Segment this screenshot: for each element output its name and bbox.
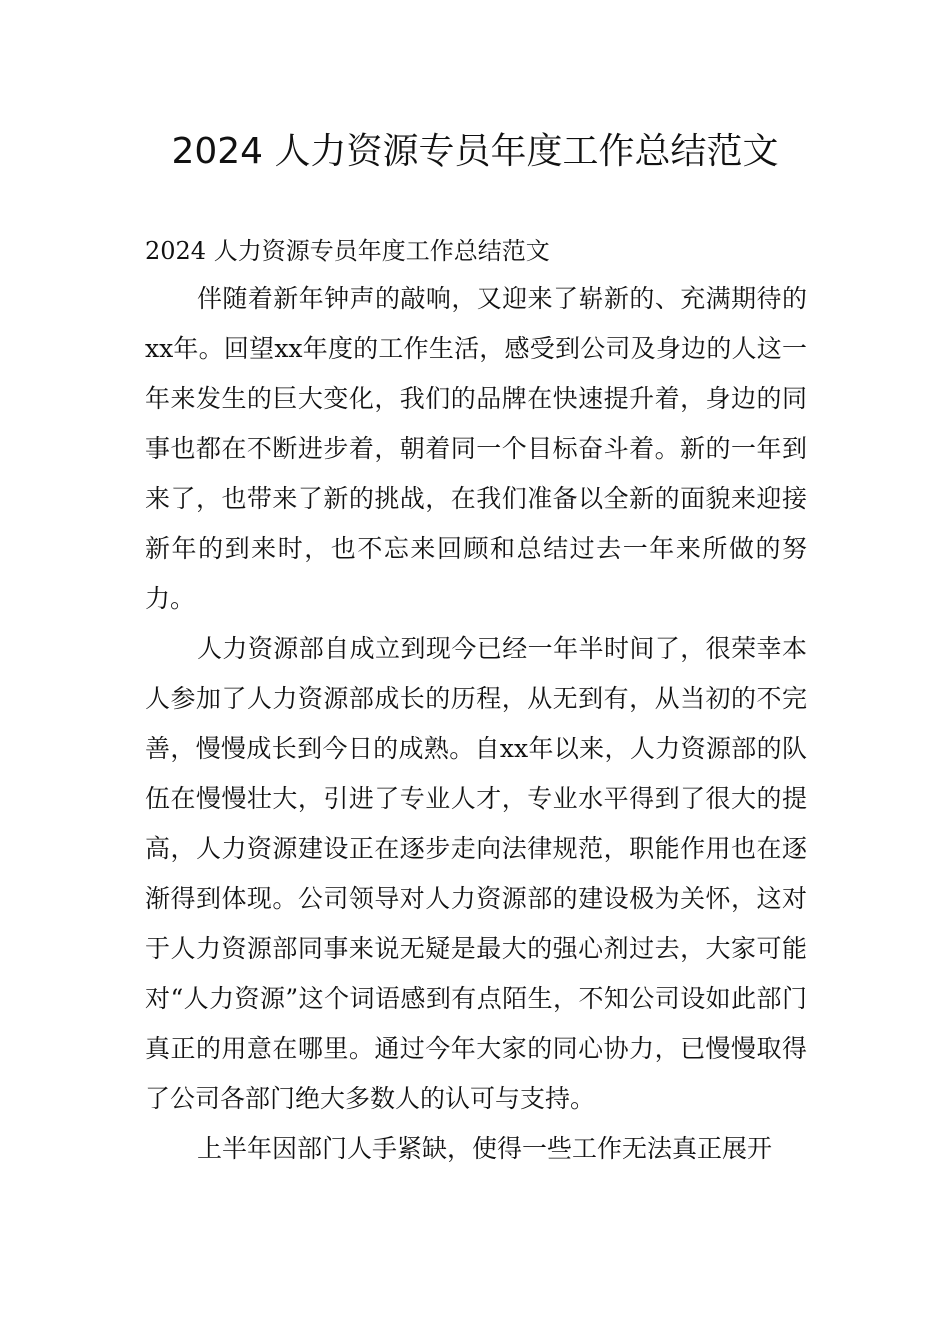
paragraph-first-half: 上半年因部门人手紧缺，使得一些工作无法真正展开 [197, 1134, 773, 1163]
paragraph-hr-department: 人力资源部自成立到现今已经一年半时间了，很荣幸本人参加了人力资源部成长的历程，从无到有，从当初的不完善，慢慢成长到今日的成熟。自xx年以来，人力资源部的队伍在慢慢壮大，引进了专业人才，专业水平得到了很大的提高，人力资源建设正在逐步走向法律规范，职能作用也在逐渐得到体现。公司领导对人力资源部的建设极为关怀，这对于人力资源部同事来说无疑是最大的强心剂过去，大家可能对“人力资源”这个词语感到有点陌生，不知公司设如此部门真正的用意在哪里。通过今年大家的同心协力，已慢慢取得了公司各部门绝大多数人的认可与支持。 [145, 634, 807, 1113]
document-body [145, 228, 807, 1174]
document-subtitle: 2024 人力资源专员年度工作总结范文 [145, 237, 550, 265]
document-title: 2024 人力资源专员年度工作总结范文 [171, 131, 779, 172]
paragraph-intro: 伴随着新年钟声的敲响，又迎来了崭新的、充满期待的xx年。回望xx年度的工作生活，感受到公司及身边的人这一年来发生的巨大变化，我们的品牌在快速提升着，身边的同事也都在不断进步着，朝着同一个目标奋斗着。新的一年到来了，也带来了新的挑战，在我们准备以全新的面貌来迎接新年的到来时，也不忘来回顾和总结过去一年来所做的努力。 [145, 284, 807, 613]
